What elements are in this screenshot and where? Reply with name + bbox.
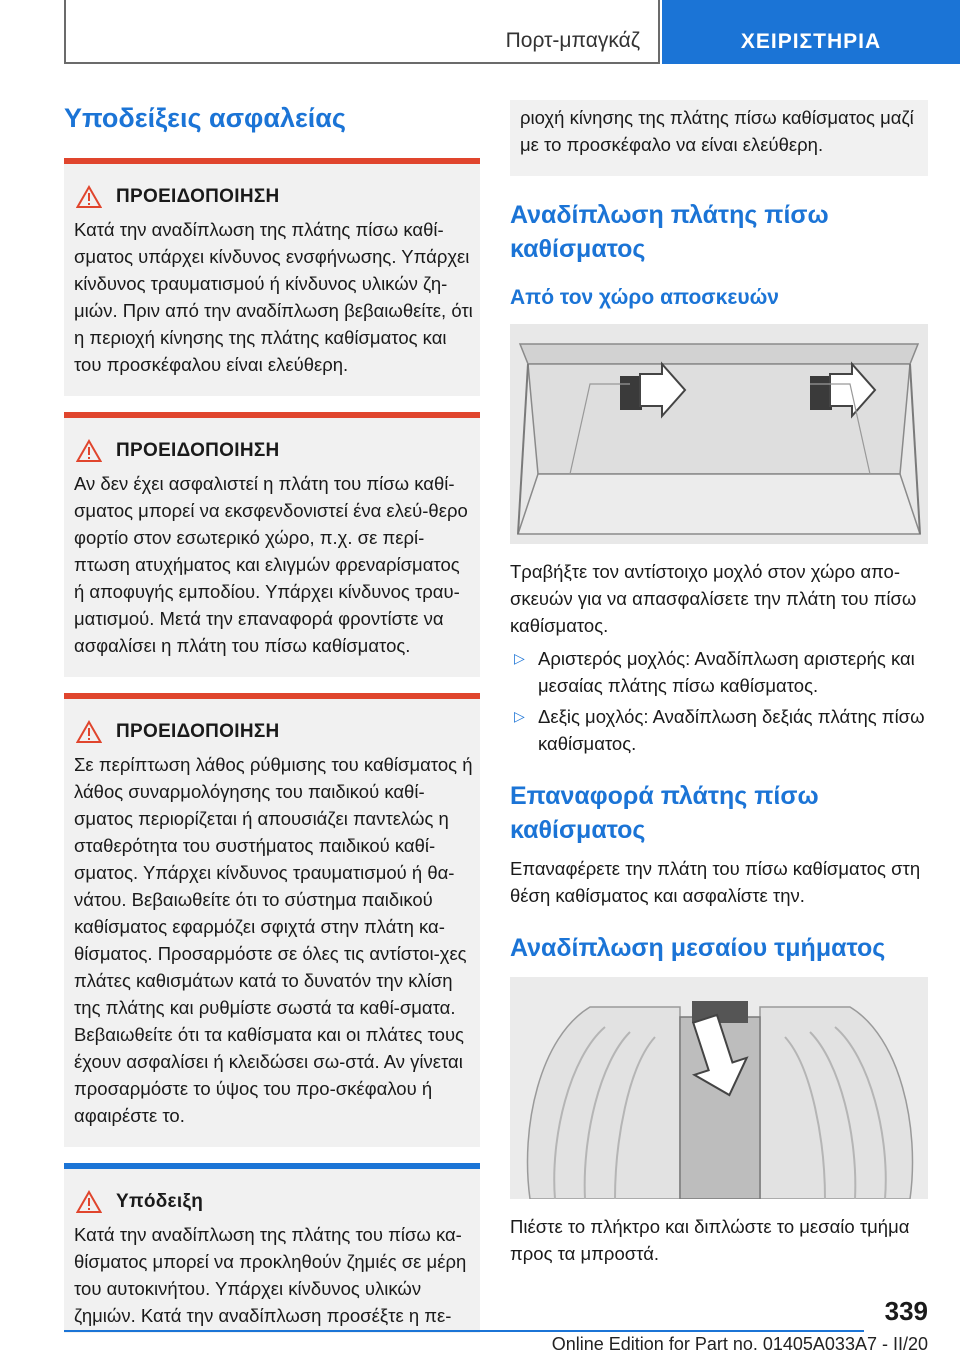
- note-title: Υπόδειξη: [116, 1191, 204, 1212]
- footer-rule: [64, 1330, 864, 1332]
- restore-text: Επαναφέρετε την πλάτη του πίσω καθίσματος στη θέση καθίσματος και ασφαλίστε την.: [510, 858, 921, 906]
- warning-title: ΠΡΟΕΙΔΟΠΟΙΗΣΗ: [116, 721, 280, 742]
- warning-box-1: [64, 158, 480, 396]
- fold-middle-title: Αναδίπλωση μεσαίου τμήματος: [510, 934, 886, 962]
- fold-seatback-title: Αναδίπλωση πλάτης πίσω καθίσματος: [510, 201, 829, 263]
- safety-notes-title: Υποδείξεις ασφαλείας: [64, 103, 346, 133]
- warning-box-3: [64, 693, 480, 1147]
- warning-triangle-icon: [76, 185, 102, 209]
- note-text: Κατά την αναδίπλωση της πλάτης του πίσω κα-θίσματος μπορεί να προκληθούν ζημιές σε μέρη του αυτοκινήτου. Υπάρχει κίνδυνος υλικών ζημιών. Κατά την αναδίπλωση προσέξτε η πε-: [74, 1224, 467, 1326]
- from-trunk-subtitle: Από τον χώρο αποσκευών: [510, 286, 779, 309]
- warning-text: Κατά την αναδίπλωση της πλάτης πίσω καθί-σματος υπάρχει κίνδυνος ενσφήνωσης. Υπάρχει κίνδυνος τραυματισμού ή κίνδυνος υλικών ζη-μιών. Πριν από την αναδίπλωση βεβαιωθείτε, ότι η περιοχή κίνησης της πλάτης καθίσματος και του προσκέφαλου είναι ελεύθερη.: [74, 219, 473, 375]
- warning-box-2: [64, 412, 480, 677]
- note-continued-text: ριοχή κίνησης της πλάτης πίσω καθίσματος μαζί με το προσκέφαλο να είναι ελεύθερη.: [510, 100, 928, 176]
- rear-seat-illustration-svg: [510, 977, 928, 1199]
- warning-title: ΠΡΟΕΙΔΟΠΟΙΗΣΗ: [116, 186, 280, 207]
- left-column: [64, 100, 480, 1333]
- warning-title: ΠΡΟΕΙΔΟΠΟΙΗΣΗ: [116, 440, 280, 461]
- warning-triangle-icon: [76, 1190, 102, 1214]
- chapter-tab[interactable]: ΧΕΙΡΙΣΤΗΡΙΑ: [662, 0, 960, 64]
- list-item-text: Αριστερός μοχλός: Αναδίπλωση αριστερής και μεσαίας πλάτης πίσω καθίσματος.: [538, 648, 915, 696]
- section-title: Πορτ-μπαγκάζ: [505, 29, 640, 52]
- edition-footer: Online Edition for Part no. 01405A033A7 - II/20: [551, 1334, 928, 1354]
- warning-text: Σε περίπτωση λάθος ρύθμισης του καθίσματος ή λάθος συναρμολόγησης του παιδικού καθί-σματος περιορίζεται ή απουσιάζει παντελώς η σταθερότητα του συστήματος παιδικού καθί-σματος. Υπάρχει κίνδυνος τραυματισμού ή θα-νάτου. Βεβαιωθείτε ότι το σύστημα παιδικού καθίσματος εφαρμόζει σφιχτά στην πλάτη κα-θίσματος. Προσαρμόστε σε όλες τις αντίστοι-χες πλάτες καθισμάτων κατά το δυνατόν την κλίση της πλάτης και ρυθμίστε σωστά τα καθί-σματα. Βεβαιωθείτε ότι τα καθίσματα και οι πλάτες τους έχουν ασφαλίσει ή κλειδώσει σω-στά. Αν γίνεται προσαρμόστε το ύψος του προ-σκέφαλου ή αφαιρέστε το.: [74, 754, 473, 1126]
- triangle-bullet-icon: ▷: [514, 650, 525, 666]
- trunk-illustration: [510, 324, 928, 544]
- page-number: 339: [884, 1296, 928, 1326]
- list-item-text: Δεξiς μοχλός: Αναδίπλωση δεξιάς πλάτης πίσω καθίσματος.: [538, 706, 925, 754]
- right-column: [510, 100, 928, 1267]
- triangle-bullet-icon: ▷: [514, 708, 525, 724]
- restore-seatback-title: Επαναφορά πλάτης πίσω καθίσματος: [510, 782, 819, 844]
- list-item: [510, 703, 928, 757]
- lever-list: [510, 645, 928, 757]
- warning-triangle-icon: [76, 439, 102, 463]
- fold-middle-text: Πιέστε το πλήκτρο και διπλώστε το μεσαίο τμήμα προς τα μπροστά.: [510, 1216, 910, 1264]
- list-item: [510, 645, 928, 699]
- warning-text: Αν δεν έχει ασφαλιστεί η πλάτη του πίσω καθί-σματος μπορεί να εκσφενδονιστεί ένα ελεύ-θερο φορτίο στον εσωτερικό χώρο, π.χ. σε περί-πτωση ατυχήματος και ελιγμών φρεναρίσματος ή αποφυγής εμποδίου. Υπάρχει κίνδυνος τραυ-ματισμού. Μετά την επαναφορά φροντίστε να ασφαλίσει η πλάτη του πίσω καθίσματος.: [74, 473, 468, 656]
- note-box: [64, 1163, 480, 1333]
- trunk-illustration-svg: [510, 324, 928, 544]
- rear-seat-illustration: [510, 977, 928, 1199]
- fold-instruction-text: Τραβήξτε τον αντίστοιχο μοχλό στον χώρο απο-σκευών για να απασφαλίσετε την πλάτη του πίσω καθίσματος.: [510, 561, 917, 636]
- warning-triangle-icon: [76, 720, 102, 744]
